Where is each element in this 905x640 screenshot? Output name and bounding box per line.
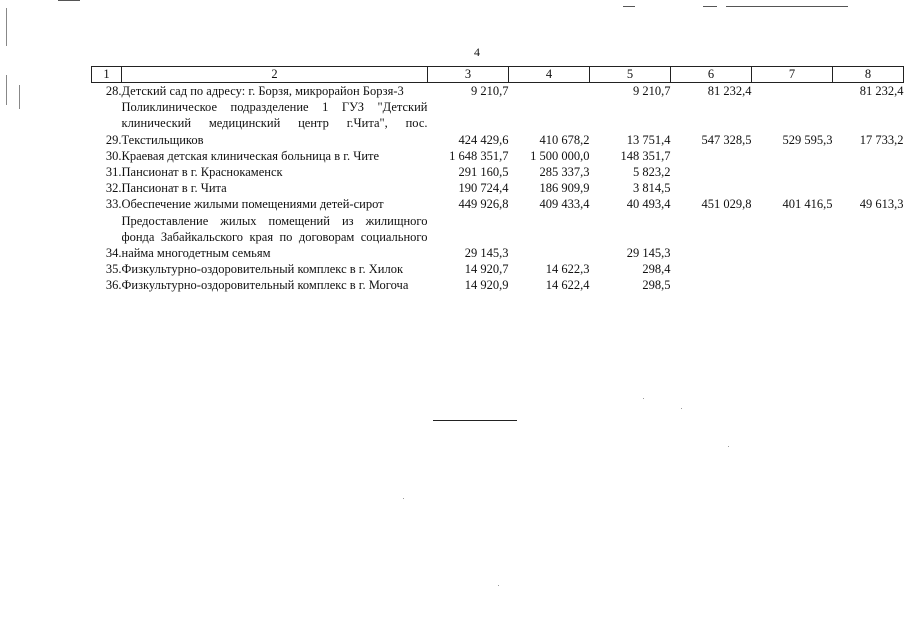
value-cell-col-5: 298,4 bbox=[642, 262, 671, 277]
value-cell-col-8 bbox=[833, 180, 904, 196]
value-cell-col-6 bbox=[671, 148, 752, 164]
value-cell-col-4: 1 500 000,0 bbox=[530, 148, 590, 163]
value-cell-col-5: 148 351,7 bbox=[620, 148, 671, 163]
column-header-6: 6 bbox=[671, 67, 752, 83]
value-cell-col-5: 3 814,5 bbox=[633, 181, 671, 196]
value-cell-col-6: 81 232,4 bbox=[707, 84, 752, 98]
budget-table bbox=[91, 66, 904, 294]
value-cell-col-5: 298,5 bbox=[642, 278, 671, 293]
value-cell-col-8: 17 733,2 bbox=[859, 132, 904, 147]
table-row bbox=[92, 196, 904, 212]
row-number: 30. bbox=[105, 148, 122, 163]
value-cell-col-5: 40 493,4 bbox=[626, 197, 671, 212]
page-number: 4 bbox=[474, 45, 480, 59]
value-cell-col-3: 29 145,3 bbox=[464, 246, 509, 261]
value-cell-col-3: 424 429,6 bbox=[458, 132, 509, 147]
value-cell-col-7 bbox=[752, 148, 833, 164]
value-cell-col-7 bbox=[752, 261, 833, 277]
table-row bbox=[92, 164, 904, 180]
object-name: Поликлиническое подразделение 1 ГУЗ "Детский клинический медицинский центр г.Чита", пос. Текстильщиков bbox=[121, 100, 428, 147]
value-cell-col-5: 9 210,7 bbox=[633, 84, 671, 98]
column-header-1: 1 bbox=[92, 67, 122, 83]
value-cell-col-3: 190 724,4 bbox=[458, 181, 509, 196]
value-cell-col-3: 449 926,8 bbox=[458, 197, 509, 212]
scan-mark bbox=[623, 6, 635, 7]
row-number: 32. bbox=[105, 181, 122, 196]
value-cell-col-6 bbox=[671, 164, 752, 180]
value-cell-col-7 bbox=[752, 83, 833, 100]
table-row bbox=[92, 277, 904, 293]
value-cell-col-6 bbox=[671, 261, 752, 277]
column-header-2: 2 bbox=[122, 67, 428, 83]
scan-mark bbox=[726, 6, 848, 7]
value-cell-col-8 bbox=[833, 277, 904, 293]
value-cell-col-5: 5 823,2 bbox=[633, 165, 671, 180]
value-cell-col-3: 291 160,5 bbox=[458, 165, 509, 180]
value-cell-col-8: 81 232,4 bbox=[859, 84, 904, 98]
table-row bbox=[92, 261, 904, 277]
value-cell-col-6: 451 029,8 bbox=[701, 197, 752, 212]
value-cell-col-4 bbox=[509, 213, 590, 262]
value-cell-col-7 bbox=[752, 180, 833, 196]
value-cell-col-7: 529 595,3 bbox=[782, 132, 833, 147]
value-cell-col-7: 401 416,5 bbox=[782, 197, 833, 212]
value-cell-col-5: 29 145,3 bbox=[626, 246, 671, 261]
value-cell-col-4: 14 622,4 bbox=[545, 278, 590, 293]
value-cell-col-4 bbox=[509, 83, 590, 100]
scan-dot bbox=[498, 585, 499, 586]
scan-dot bbox=[728, 446, 729, 447]
object-name: Обеспечение жилыми помещениями детей-сирот bbox=[121, 197, 384, 212]
value-cell-col-4: 186 909,9 bbox=[539, 181, 590, 196]
value-cell-col-8 bbox=[833, 261, 904, 277]
value-cell-col-6 bbox=[671, 180, 752, 196]
table-row bbox=[92, 148, 904, 164]
value-cell-col-7 bbox=[752, 277, 833, 293]
value-cell-col-6 bbox=[671, 213, 752, 262]
row-number: 29. bbox=[105, 132, 122, 147]
object-name: Физкультурно-оздоровительный комплекс в г. Могоча bbox=[121, 278, 409, 293]
value-cell-col-8 bbox=[833, 164, 904, 180]
row-number: 28. bbox=[105, 84, 122, 98]
table-row bbox=[92, 83, 904, 100]
value-cell-col-4: 14 622,3 bbox=[545, 262, 590, 277]
end-separator-line bbox=[433, 420, 517, 421]
table-row bbox=[92, 99, 904, 148]
row-number: 36. bbox=[105, 278, 122, 293]
table-row bbox=[92, 180, 904, 196]
column-header-8: 8 bbox=[833, 67, 904, 83]
scan-dot bbox=[643, 398, 644, 399]
object-name: Краевая детская клиническая больница в г. Чите bbox=[121, 148, 380, 163]
scan-mark bbox=[6, 8, 7, 46]
object-name: Пансионат в г. Краснокаменск bbox=[121, 165, 283, 180]
value-cell-col-4: 285 337,3 bbox=[539, 165, 590, 180]
row-number: 31. bbox=[105, 165, 122, 180]
scan-mark bbox=[6, 75, 7, 105]
scan-dot bbox=[681, 408, 682, 409]
object-name: Предоставление жилых помещений из жилищного фонда Забайкальского края по договорам социального найма многодетным семьям bbox=[121, 213, 428, 261]
value-cell-col-6: 547 328,5 bbox=[701, 132, 752, 147]
table-row bbox=[92, 213, 904, 262]
object-name: Физкультурно-оздоровительный комплекс в г. Хилок bbox=[121, 262, 404, 277]
value-cell-col-5: 13 751,4 bbox=[626, 132, 671, 147]
value-cell-col-8 bbox=[833, 148, 904, 164]
value-cell-col-7 bbox=[752, 213, 833, 262]
scan-mark bbox=[58, 0, 80, 1]
scan-dot bbox=[403, 498, 404, 499]
column-header-4: 4 bbox=[509, 67, 590, 83]
value-cell-col-4: 410 678,2 bbox=[539, 132, 590, 147]
value-cell-col-3: 9 210,7 bbox=[471, 84, 509, 98]
value-cell-col-4: 409 433,4 bbox=[539, 197, 590, 212]
column-header-3: 3 bbox=[428, 67, 509, 83]
value-cell-col-6 bbox=[671, 277, 752, 293]
row-number: 35. bbox=[105, 262, 122, 277]
object-name: Детский сад по адресу: г. Борзя, микрорайон Борзя-3 bbox=[121, 84, 404, 98]
value-cell-col-8 bbox=[833, 213, 904, 262]
object-name: Пансионат в г. Чита bbox=[121, 181, 227, 196]
value-cell-col-7 bbox=[752, 164, 833, 180]
value-cell-col-3: 1 648 351,7 bbox=[449, 148, 509, 163]
column-header-7: 7 bbox=[752, 67, 833, 83]
header-row bbox=[92, 67, 904, 83]
value-cell-col-3: 14 920,7 bbox=[464, 262, 509, 277]
column-header-5: 5 bbox=[590, 67, 671, 83]
scan-mark bbox=[19, 85, 20, 109]
row-number: 33. bbox=[105, 197, 122, 212]
row-number: 34. bbox=[105, 246, 122, 261]
scan-mark bbox=[703, 6, 717, 7]
value-cell-col-3: 14 920,9 bbox=[464, 278, 509, 293]
value-cell-col-8: 49 613,3 bbox=[859, 197, 904, 212]
